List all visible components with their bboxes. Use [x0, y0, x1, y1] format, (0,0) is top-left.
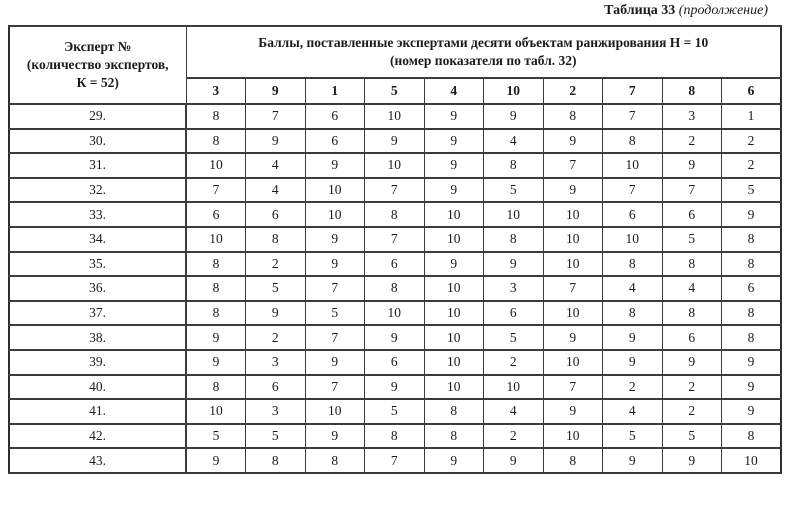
score-cell: 9: [424, 448, 484, 473]
score-cell: 5: [722, 178, 782, 203]
score-cell: 7: [246, 104, 306, 129]
indicator-column-header: 3: [186, 78, 246, 104]
score-cell: 9: [186, 325, 246, 350]
score-cell: 9: [305, 350, 365, 375]
score-cell: 3: [484, 276, 544, 301]
score-cell: 9: [365, 375, 425, 400]
indicator-column-header: 2: [543, 78, 603, 104]
expert-number-cell: 31.: [9, 153, 186, 178]
score-cell: 7: [603, 178, 663, 203]
expert-column-header: [9, 26, 186, 104]
score-cell: 10: [484, 375, 544, 400]
score-cell: 8: [186, 252, 246, 277]
score-cell: 5: [246, 424, 306, 449]
score-cell: 8: [305, 448, 365, 473]
score-cell: 8: [722, 227, 782, 252]
score-cell: 10: [186, 399, 246, 424]
score-cell: 7: [543, 276, 603, 301]
score-cell: 8: [484, 227, 544, 252]
score-cell: 8: [603, 129, 663, 154]
score-cell: 5: [603, 424, 663, 449]
expert-number-cell: 37.: [9, 301, 186, 326]
indicator-column-header: 4: [424, 78, 484, 104]
score-cell: 10: [365, 104, 425, 129]
score-cell: 9: [722, 375, 782, 400]
indicator-column-header: 6: [722, 78, 782, 104]
score-cell: 6: [305, 129, 365, 154]
score-cell: 2: [246, 325, 306, 350]
score-cell: 4: [484, 399, 544, 424]
score-cell: 10: [424, 301, 484, 326]
score-cell: 10: [543, 227, 603, 252]
score-cell: 9: [543, 325, 603, 350]
expert-column-header-line1: Эксперт №: [64, 38, 132, 54]
score-cell: 3: [246, 350, 306, 375]
score-cell: 8: [246, 448, 306, 473]
expert-number-cell: 36.: [9, 276, 186, 301]
score-cell: 5: [484, 325, 544, 350]
score-cell: 10: [543, 424, 603, 449]
score-cell: 9: [246, 129, 306, 154]
score-cell: 10: [424, 202, 484, 227]
score-cell: 2: [722, 153, 782, 178]
score-cell: 4: [484, 129, 544, 154]
indicator-column-header: 9: [246, 78, 306, 104]
table-row: [9, 227, 781, 252]
score-cell: 8: [603, 301, 663, 326]
score-cell: 7: [365, 178, 425, 203]
score-cell: 10: [424, 276, 484, 301]
score-cell: 5: [662, 424, 722, 449]
score-cell: 9: [722, 350, 782, 375]
score-cell: 2: [662, 129, 722, 154]
table-row: [9, 276, 781, 301]
score-cell: 10: [603, 227, 663, 252]
scores-table-body: [9, 104, 781, 473]
score-cell: 10: [543, 350, 603, 375]
table-row: [9, 129, 781, 154]
expert-number-cell: 33.: [9, 202, 186, 227]
indicator-column-header: 7: [603, 78, 663, 104]
score-cell: 5: [246, 276, 306, 301]
scores-table: [8, 25, 782, 474]
score-cell: 9: [662, 153, 722, 178]
score-cell: 10: [186, 227, 246, 252]
score-cell: 10: [424, 350, 484, 375]
score-cell: 8: [365, 202, 425, 227]
score-cell: 9: [424, 252, 484, 277]
score-cell: 10: [424, 325, 484, 350]
score-cell: 6: [484, 301, 544, 326]
score-cell: 7: [662, 178, 722, 203]
score-cell: 6: [365, 252, 425, 277]
score-cell: 5: [305, 301, 365, 326]
expert-number-cell: 42.: [9, 424, 186, 449]
score-cell: 7: [603, 104, 663, 129]
expert-column-header-line3: К = 52): [76, 75, 119, 91]
score-cell: 10: [365, 153, 425, 178]
score-cell: 10: [305, 399, 365, 424]
score-cell: 10: [484, 202, 544, 227]
table-row: [9, 104, 781, 129]
score-cell: 4: [246, 178, 306, 203]
score-cell: 8: [186, 129, 246, 154]
score-cell: 6: [186, 202, 246, 227]
score-cell: 10: [603, 153, 663, 178]
score-cell: 10: [543, 202, 603, 227]
score-cell: 9: [543, 399, 603, 424]
score-cell: 6: [305, 104, 365, 129]
score-cell: 4: [603, 399, 663, 424]
score-cell: 10: [722, 448, 782, 473]
table-caption-number: Таблица 33: [604, 3, 676, 18]
score-cell: 8: [186, 276, 246, 301]
score-cell: 7: [186, 178, 246, 203]
score-cell: 5: [186, 424, 246, 449]
score-cell: 2: [484, 350, 544, 375]
indicator-column-header: 1: [305, 78, 365, 104]
scores-group-header: [186, 26, 781, 78]
table-caption-continuation: (продолжение): [678, 3, 768, 18]
table-row: [9, 301, 781, 326]
score-cell: 9: [603, 448, 663, 473]
score-cell: 10: [543, 301, 603, 326]
table-row: [9, 424, 781, 449]
expert-number-cell: 35.: [9, 252, 186, 277]
expert-number-cell: 30.: [9, 129, 186, 154]
score-cell: 7: [305, 276, 365, 301]
table-row: [9, 178, 781, 203]
score-cell: 1: [722, 104, 782, 129]
score-cell: 8: [186, 301, 246, 326]
score-cell: 8: [424, 424, 484, 449]
score-cell: 9: [424, 178, 484, 203]
table-row: [9, 448, 781, 473]
score-cell: 8: [722, 301, 782, 326]
score-cell: 9: [305, 227, 365, 252]
score-cell: 8: [722, 325, 782, 350]
score-cell: 7: [365, 227, 425, 252]
score-cell: 9: [484, 104, 544, 129]
indicator-column-header: 8: [662, 78, 722, 104]
score-cell: 7: [543, 375, 603, 400]
table-row: [9, 252, 781, 277]
score-cell: 8: [662, 301, 722, 326]
score-cell: 9: [484, 448, 544, 473]
table-row: [9, 325, 781, 350]
table-row: [9, 375, 781, 400]
expert-number-cell: 32.: [9, 178, 186, 203]
score-cell: 7: [305, 325, 365, 350]
score-cell: 8: [722, 252, 782, 277]
score-cell: 9: [186, 350, 246, 375]
score-cell: 4: [603, 276, 663, 301]
score-cell: 8: [365, 424, 425, 449]
score-cell: 3: [246, 399, 306, 424]
score-cell: 3: [662, 104, 722, 129]
table-row: [9, 153, 781, 178]
score-cell: 9: [305, 153, 365, 178]
score-cell: 9: [246, 301, 306, 326]
score-cell: 9: [424, 104, 484, 129]
score-cell: 4: [662, 276, 722, 301]
table-caption: [604, 3, 768, 19]
score-cell: 10: [424, 227, 484, 252]
expert-number-cell: 39.: [9, 350, 186, 375]
score-cell: 9: [603, 325, 663, 350]
expert-number-cell: 40.: [9, 375, 186, 400]
score-cell: 6: [722, 276, 782, 301]
score-cell: 2: [484, 424, 544, 449]
score-cell: 6: [246, 202, 306, 227]
score-cell: 10: [543, 252, 603, 277]
score-cell: 9: [305, 424, 365, 449]
score-cell: 9: [543, 129, 603, 154]
expert-column-header-line2: (количество экспертов,: [26, 56, 169, 72]
score-cell: 4: [246, 153, 306, 178]
score-cell: 2: [603, 375, 663, 400]
score-cell: 2: [662, 375, 722, 400]
score-cell: 9: [722, 202, 782, 227]
score-cell: 5: [662, 227, 722, 252]
score-cell: 2: [246, 252, 306, 277]
score-cell: 8: [543, 104, 603, 129]
expert-number-cell: 43.: [9, 448, 186, 473]
score-cell: 10: [424, 375, 484, 400]
score-cell: 8: [246, 227, 306, 252]
score-cell: 5: [484, 178, 544, 203]
score-cell: 8: [186, 104, 246, 129]
table-row: [9, 399, 781, 424]
score-cell: 8: [365, 276, 425, 301]
score-cell: 8: [484, 153, 544, 178]
score-cell: 10: [186, 153, 246, 178]
score-cell: 9: [424, 129, 484, 154]
indicator-column-header: 5: [365, 78, 425, 104]
score-cell: 9: [543, 178, 603, 203]
score-cell: 6: [662, 202, 722, 227]
score-cell: 5: [365, 399, 425, 424]
score-cell: 9: [365, 325, 425, 350]
score-cell: 8: [722, 424, 782, 449]
indicator-column-header: 10: [484, 78, 544, 104]
score-cell: 9: [603, 350, 663, 375]
table-row: [9, 350, 781, 375]
expert-number-cell: 41.: [9, 399, 186, 424]
expert-number-cell: 34.: [9, 227, 186, 252]
score-cell: 9: [365, 129, 425, 154]
score-cell: 9: [305, 252, 365, 277]
score-cell: 9: [662, 350, 722, 375]
score-cell: 10: [365, 301, 425, 326]
expert-number-cell: 38.: [9, 325, 186, 350]
score-cell: 7: [365, 448, 425, 473]
score-cell: 8: [543, 448, 603, 473]
score-cell: 9: [662, 448, 722, 473]
score-cell: 9: [424, 153, 484, 178]
scores-group-header-line1: Баллы, поставленные экспертами десяти объектам ранжирования Н = 10: [258, 34, 709, 50]
score-cell: 8: [662, 252, 722, 277]
score-cell: 6: [246, 375, 306, 400]
score-cell: 8: [424, 399, 484, 424]
score-cell: 8: [603, 252, 663, 277]
score-cell: 9: [484, 252, 544, 277]
score-cell: 7: [543, 153, 603, 178]
score-cell: 8: [186, 375, 246, 400]
expert-number-cell: 29.: [9, 104, 186, 129]
score-cell: 2: [662, 399, 722, 424]
score-cell: 9: [186, 448, 246, 473]
score-cell: 7: [305, 375, 365, 400]
score-cell: 10: [305, 202, 365, 227]
score-cell: 6: [662, 325, 722, 350]
score-cell: 9: [722, 399, 782, 424]
score-cell: 6: [365, 350, 425, 375]
scores-group-header-line2: (номер показателя по табл. 32): [389, 53, 577, 68]
score-cell: 6: [603, 202, 663, 227]
score-cell: 2: [722, 129, 782, 154]
score-cell: 10: [305, 178, 365, 203]
table-row: [9, 202, 781, 227]
